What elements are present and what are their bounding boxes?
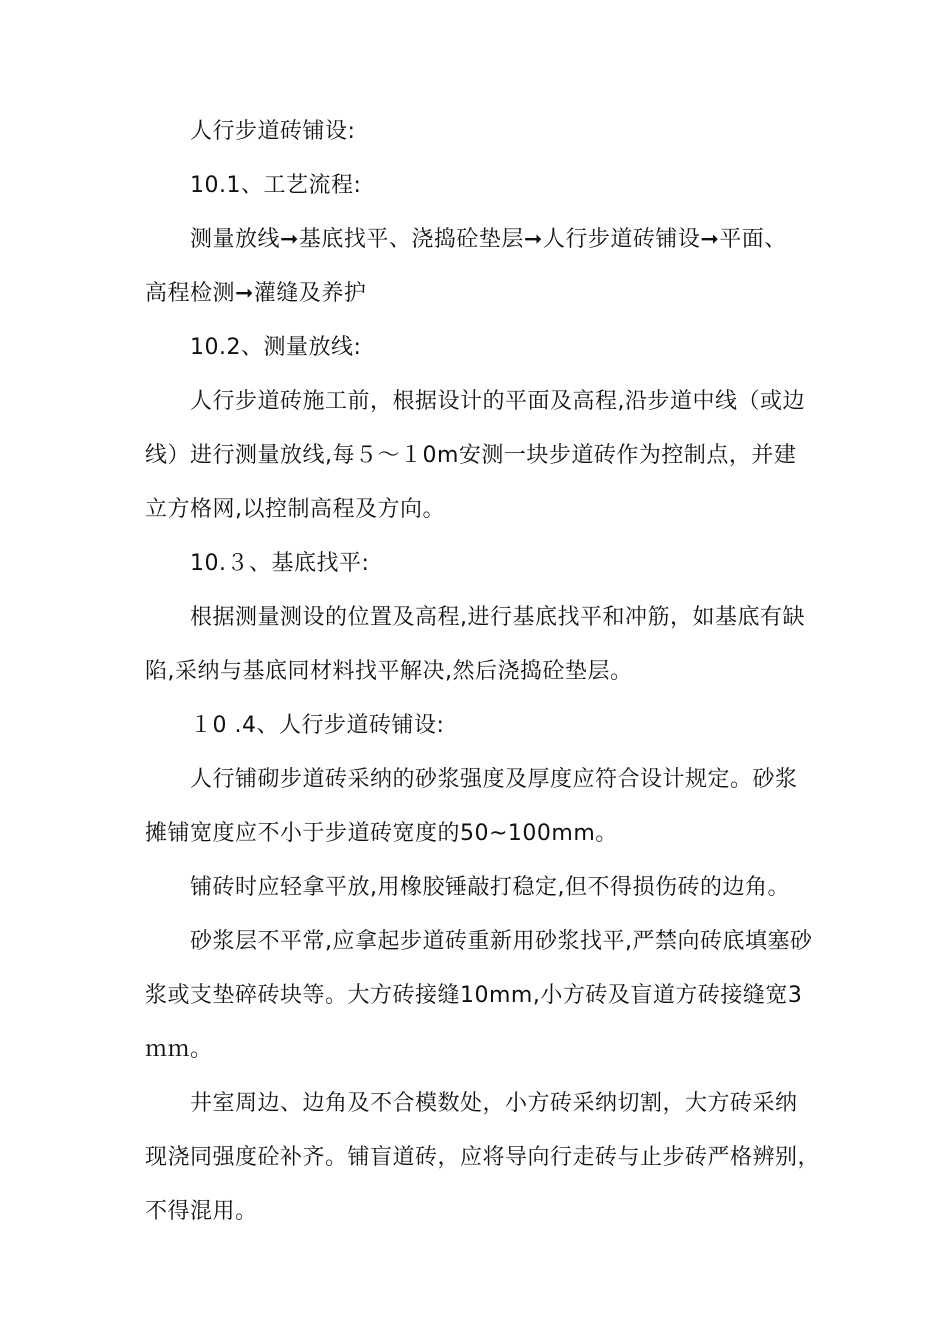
paragraph-line: 线）进行测量放线,每５～１0m安测一块步道砖作为控制点，并建 (145, 443, 797, 468)
paragraph-line: 测量放线➞基底找平、浇捣砼垫层➞人行步道砖铺设➞平面、 (190, 227, 787, 252)
subsection-heading: 10.1、工艺流程: (190, 173, 362, 198)
paragraph-line: 人行铺砌步道砖采纳的砂浆强度及厚度应符合设计规定。砂浆 (190, 767, 798, 792)
paragraph-line: 陷,采纳与基底同材料找平解决,然后浇捣砼垫层。 (145, 659, 633, 684)
paragraph-line: 现浇同强度砼补齐。铺盲道砖，应将导向行走砖与止步砖严格辨别， (145, 1145, 821, 1170)
paragraph-line: 摊铺宽度应不小于步道砖宽度的50~100mm。 (145, 821, 618, 846)
paragraph-line: 浆或支垫碎砖块等。大方砖接缝10mm,小方砖及盲道方砖接缝宽3 (145, 983, 803, 1008)
paragraph-line: 高程检测➞灌缝及养护 (145, 281, 367, 306)
subsection-heading: 10.３、基底找平: (190, 551, 370, 576)
paragraph-line: 砂浆层不平常,应拿起步道砖重新用砂浆找平,严禁向砖底填塞砂 (190, 929, 813, 954)
paragraph-line: ｍｍ。 (145, 1037, 213, 1062)
paragraph-line: 根据测量测设的位置及高程,进行基底找平和冲筋，如基底有缺 (190, 605, 805, 630)
paragraph-line: 井室周边、边角及不合模数处，小方砖采纳切割，大方砖采纳 (190, 1091, 798, 1116)
paragraph-line: 人行步道砖施工前，根据设计的平面及高程,沿步道中线（或边 (190, 389, 805, 414)
subsection-heading: 10.2、测量放线: (190, 335, 362, 360)
paragraph-line: 立方格网,以控制高程及方向。 (145, 497, 445, 522)
paragraph-line: 不得混用。 (145, 1199, 258, 1224)
subsection-heading: １0 .4、人行步道砖铺设: (190, 713, 445, 738)
section-heading: 人行步道砖铺设: (190, 119, 356, 144)
paragraph-line: 铺砖时应轻拿平放,用橡胶锤敲打稳定,但不得损伤砖的边角。 (190, 875, 790, 900)
